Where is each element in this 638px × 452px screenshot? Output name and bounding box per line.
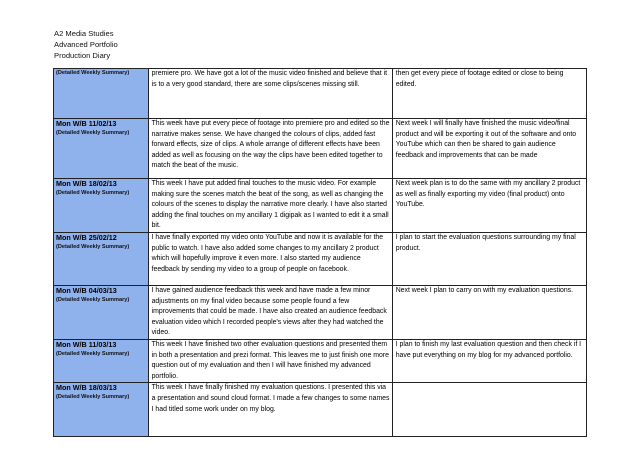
table-row xyxy=(54,339,587,382)
table-row xyxy=(54,286,587,340)
progress-cell: This week I have finally finished my evaluation questions. I presented this via a presentation and sound cloud format. I made a few changes to some names I had titled some work under on my blog. xyxy=(148,383,392,437)
summary-label: (Detailed Weekly Summary) xyxy=(56,350,130,357)
progress-cell: This week I have finished two other evaluation questions and presented them in both a presentation and prezi format. This leaves me to just finish one more question out of my evaluation and then I will have finished my advanced portfolio. xyxy=(148,339,392,382)
table-row xyxy=(54,383,587,437)
week-cell xyxy=(54,383,149,437)
diary-title: Production Diary xyxy=(54,51,111,60)
week-label: Mon W/B 11/02/13 xyxy=(56,119,117,128)
progress-cell: I have finally exported my video onto YouTube and now it is available for the public to watch. I have also added some changes to my ancillary 2 product which will hopefully improve it even more. I also started my audience feedback by sending my video to a group of people on facebook. xyxy=(148,233,392,286)
table-row xyxy=(54,69,587,119)
week-cell xyxy=(54,233,149,286)
progress-cell: This week I have put added final touches to the music video. For example making sure the scenes match the beat of the song, as well as changing the colours of the scenes to display the narrative more clearly. I have also started adding the final touches on my ancillary 1 digipak as I wanted to edit it a small bit. xyxy=(148,179,392,233)
week-label: Mon W/B 04/03/13 xyxy=(56,286,117,295)
portfolio-title: Advanced Portfolio xyxy=(54,40,118,49)
summary-label: (Detailed Weekly Summary) xyxy=(56,70,130,76)
week-label: Mon W/B 11/03/13 xyxy=(56,339,117,349)
progress-cell: premiere pro. We have got a lot of the music video finished and believe that it is to a very good standard, there are some clips/scenes missing still. xyxy=(148,69,392,119)
week-cell xyxy=(54,179,149,233)
next-week-cell: I plan to finish my last evaluation question and then check if I have put everything on my blog for my advanced portfolio. xyxy=(392,339,586,382)
table-row xyxy=(54,179,587,233)
week-label: Mon W/B 18/02/13 xyxy=(56,179,117,188)
next-week-cell: Next week I will finally have finished the music video/final product and will be exporting it out of the software and onto YouTube which can then be shared to gain audience feedback and improvements that can be made xyxy=(392,119,586,179)
week-cell xyxy=(54,119,149,179)
summary-label: (Detailed Weekly Summary) xyxy=(56,190,130,196)
production-diary-table xyxy=(53,68,587,437)
summary-label: (Detailed Weekly Summary) xyxy=(56,244,130,250)
week-cell xyxy=(54,286,149,340)
next-week-cell: Next week plan is to do the same with my ancillary 2 product as well as finally exporting my video (final product) onto YouTube. xyxy=(392,179,586,233)
progress-cell: I have gained audience feedback this week and have made a few minor adjustments on my final video because some people found a few improvements that could be made. I have also created an audience feedback evaluation video which I recorded people's views after they had watched the video. xyxy=(148,286,392,340)
week-cell xyxy=(54,339,149,382)
next-week-cell: I plan to start the evaluation questions surrounding my final product. xyxy=(392,233,586,286)
next-week-cell: then get every piece of footage edited or close to being edited. xyxy=(392,69,586,119)
next-week-cell xyxy=(392,383,586,437)
week-cell xyxy=(54,69,149,119)
table-row xyxy=(54,119,587,179)
week-label: Mon W/B 25/02/12 xyxy=(56,233,117,242)
course-title: A2 Media Studies xyxy=(54,29,114,38)
next-week-cell: Next week I plan to carry on with my evaluation questions. xyxy=(392,286,586,340)
table-row xyxy=(54,233,587,286)
summary-label: (Detailed Weekly Summary) xyxy=(56,394,130,401)
summary-label: (Detailed Weekly Summary) xyxy=(56,130,130,136)
document-header xyxy=(54,28,118,61)
week-label: Mon W/B 18/03/13 xyxy=(56,383,117,393)
progress-cell: This week have put every piece of footage into premiere pro and edited so the narrative makes sense. We have changed the colours of clips, added fast forward effects, size of clips. A whole arrange of different effects have been added as well as focusing on the way the clips have been edited together to match the beat of the music. xyxy=(148,119,392,179)
summary-label: (Detailed Weekly Summary) xyxy=(56,297,130,303)
